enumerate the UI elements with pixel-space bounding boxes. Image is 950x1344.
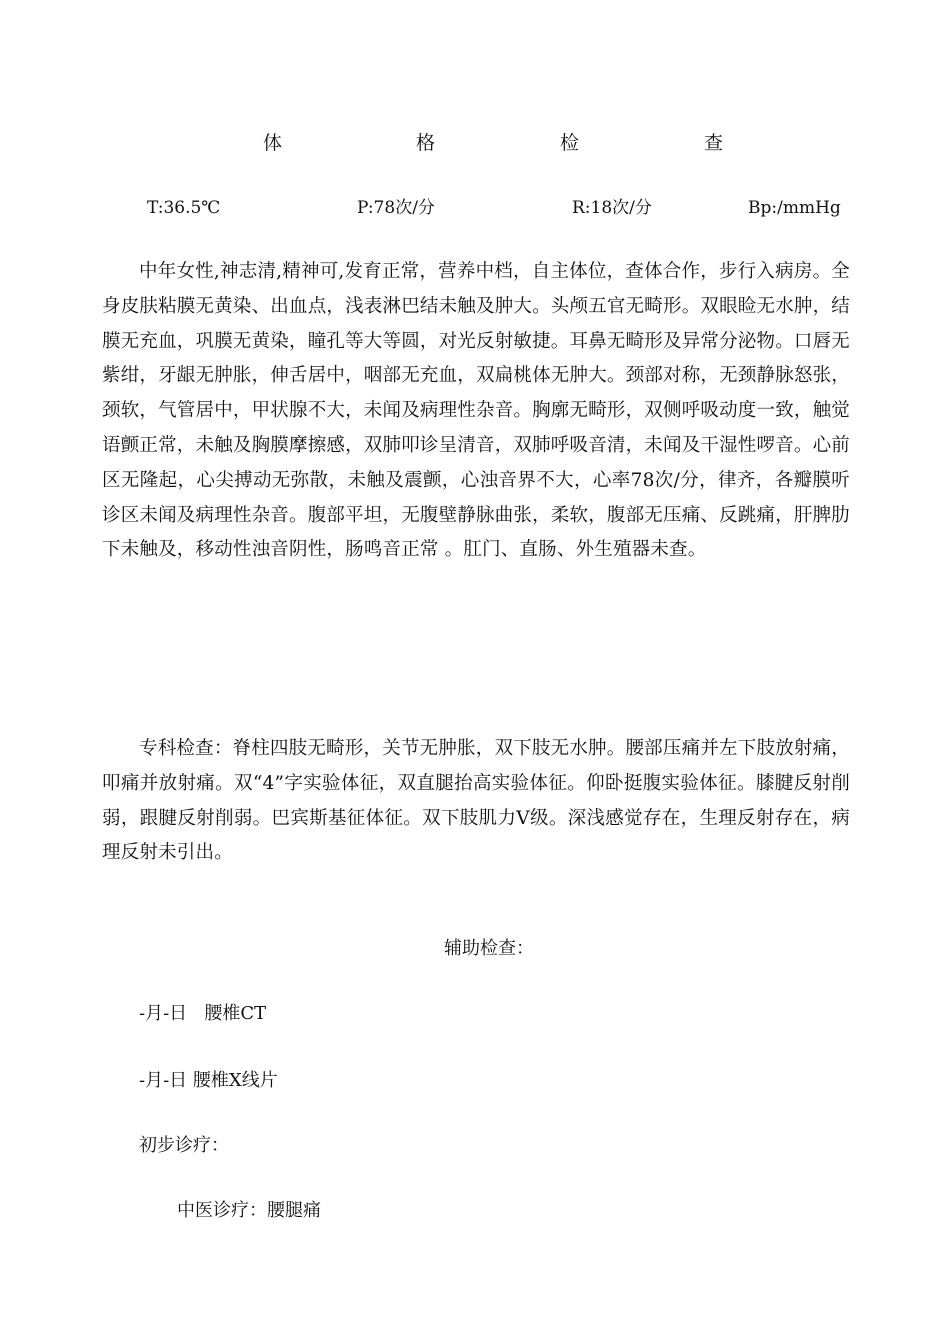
title-char-2: 格 [416, 132, 436, 154]
vital-blood-pressure: Bp:/mmHg [748, 198, 841, 218]
vital-respiration: R:18次/分 [572, 198, 652, 218]
specialty-exam-paragraph: 专科检查：脊柱四肢无畸形，关节无肿胀，双下肢无水肿。腰部压痛并左下肢放射痛，叩痛并放射痛。双“4”字实验体征，双直腿抬高实验体征。仰卧挺腹实验体征。膝腱反射削弱，跟腱反射削弱。巴宾斯基征体征。双下肢肌力Ⅴ级。深浅感觉存在，生理反射存在，病理反射未引出。 [102, 738, 850, 864]
title-char-1: 体 [263, 132, 283, 154]
vital-pulse: P:78次/分 [357, 198, 435, 218]
diagnosis-heading: 初步诊疗： [139, 1135, 229, 1156]
auxiliary-item-ct: -月-日 腰椎CT [139, 1003, 267, 1024]
auxiliary-heading: 辅助检查： [444, 938, 534, 959]
auxiliary-item-xray: -月-日 腰椎X线片 [139, 1070, 278, 1091]
title-char-4: 查 [704, 132, 724, 154]
diagnosis-tcm: 中医诊疗：腰腿痛 [177, 1200, 321, 1221]
vital-temperature: T:36.5℃ [147, 198, 221, 218]
general-exam-paragraph: 中年女性,神志清,精神可,发育正常，营养中档，自主体位，查体合作，步行入病房。全身皮肤粘膜无黄染、出血点，浅表淋巴结未触及肿大。头颅五官无畸形。双眼睑无水肿，结膜无充血，巩膜无黄染，瞳孔等大等圆，对光反射敏捷。耳鼻无畸形及异常分泌物。口唇无紫绀，牙龈无肿胀，伸舌居中，咽部无充血，双扁桃体无肿大。颈部对称，无颈静脉怒张，颈软，气管居中，甲状腺不大，未闻及病理性杂音。胸廓无畸形，双侧呼吸动度一致，触觉语颤正常，未触及胸膜摩擦感，双肺叩诊呈清音，双肺呼吸音清，未闻及干湿性啰音。心前区无隆起，心尖搏动无弥散，未触及震颤，心浊音界不大，心率78次/分，律齐，各瓣膜听诊区未闻及病理性杂音。腹部平坦，无腹壁静脉曲张，柔软，腹部无压痛、反跳痛，肝脾肋下未触及，移动性浊音阴性，肠鸣音正常 。肛门、直肠、外生殖器未查。 [102, 261, 851, 561]
title-char-3: 检 [560, 132, 580, 154]
